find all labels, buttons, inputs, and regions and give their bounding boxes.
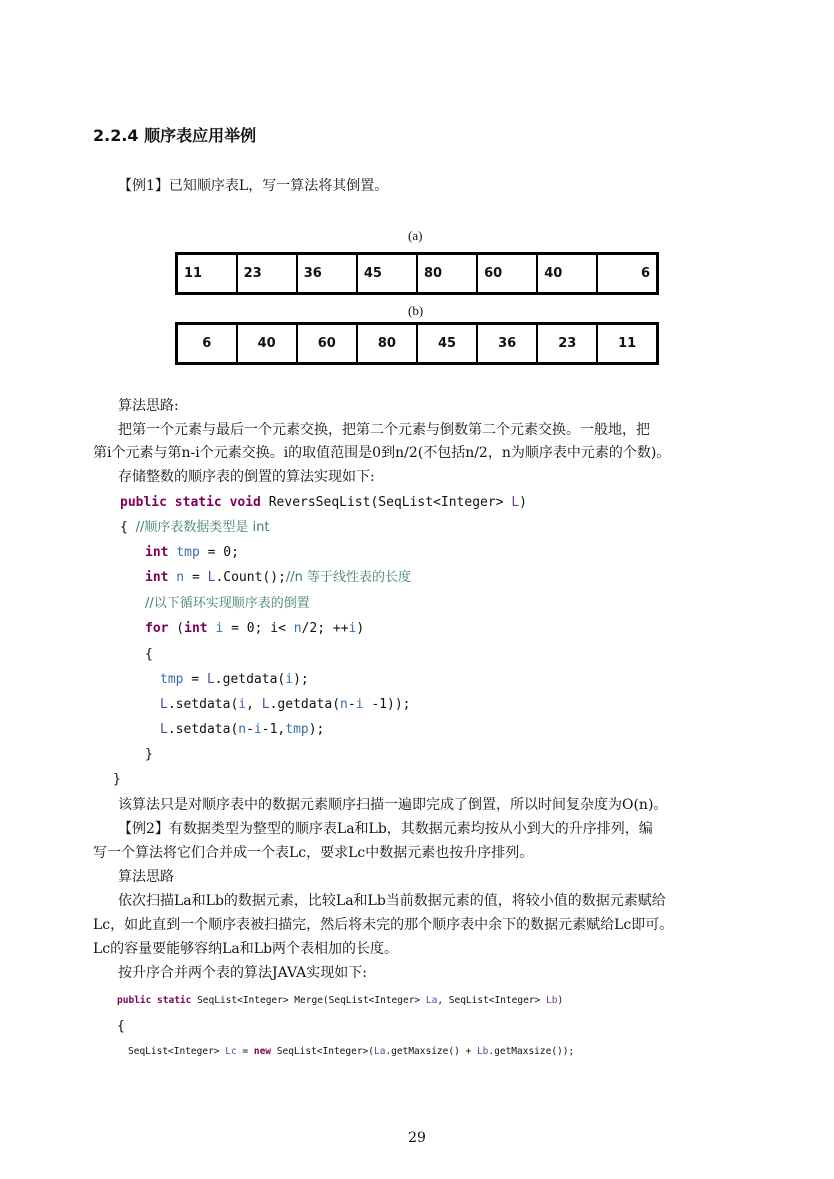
code-text: ) (356, 621, 365, 636)
code-param: La (373, 1046, 386, 1057)
code-variable: n (340, 697, 348, 712)
array-b-cell: 60 (297, 324, 357, 364)
code-param: Lb (476, 1046, 489, 1057)
code-text: - (347, 697, 356, 712)
array-a-cell: 80 (417, 254, 477, 294)
code-text: = (184, 570, 208, 585)
code-text: ReversSeqList(SeqList<Integer> (260, 495, 512, 510)
code-keyword: int (145, 545, 169, 560)
code-keyword: int (145, 570, 169, 585)
complexity-text: 该算法只是对顺序表中的数据元素顺序扫描一遍即完成了倒置，所以时间复杂度为O(n)。 (118, 797, 668, 813)
code-text: = 0; i< (223, 621, 294, 636)
code-comment: //以下循环实现顺序表的倒置 (145, 596, 310, 611)
code-keyword: int (184, 621, 208, 636)
code1-line7: { (145, 647, 153, 662)
code1-line8 (160, 670, 309, 690)
idea-text-2-line1: 依次扫描La和Lb的数据元素，比较La和Lb当前数据元素的值，将较小值的数据元素赋给 (118, 893, 666, 909)
array-b-cell: 11 (597, 324, 657, 364)
code-text: ); (308, 722, 325, 737)
impl-intro-2: 按升序合并两个表的算法JAVA实现如下: (118, 965, 368, 981)
code-param: L (511, 495, 520, 510)
example-2-line1: 【例2】有数据类型为整型的顺序表La和Lb，其数据元素均按从小到大的升序排列，编 (118, 821, 653, 837)
code-keyword: public static void (120, 495, 261, 510)
code-text: = 0; (199, 545, 239, 560)
code1-line5 (145, 594, 310, 614)
example-1-text: 【例1】已知顺序表L，写一算法将其倒置。 (118, 178, 389, 194)
code1-line6 (145, 619, 364, 639)
code-variable: i (207, 621, 224, 636)
code1-line4 (145, 568, 411, 588)
array-b-cell: 40 (237, 324, 297, 364)
code-variable: i (285, 672, 294, 687)
code-text: ); (293, 672, 309, 687)
code-text: /2; ++ (301, 621, 349, 636)
code-text: .getMaxsize()); (488, 1046, 575, 1057)
code1-line12: } (113, 772, 121, 787)
code-text: ) (519, 495, 527, 510)
code-variable: n (293, 621, 302, 636)
array-b (175, 322, 659, 365)
code-text: .getdata( (269, 697, 341, 712)
code-variable: n (238, 722, 247, 737)
array-a-cell: 23 (237, 254, 297, 294)
array-a (175, 252, 659, 295)
code-comment: //n 等于线性表的长度 (285, 570, 412, 585)
code-param: La (425, 995, 438, 1006)
code-variable: n (168, 570, 185, 585)
code-param: L (160, 697, 168, 712)
code-text: , SeqList<Integer> (437, 995, 546, 1006)
idea-text-1-line1: 把第一个元素与最后一个元素交换，把第二个元素与倒数第二个元素交换。一般地，把 (118, 422, 650, 438)
code-text: .setdata( (167, 697, 239, 712)
code-keyword: for (145, 621, 169, 636)
array-b-cell: 6 (177, 324, 237, 364)
code-keyword: new (253, 1046, 272, 1057)
section-heading: 2.2.4 顺序表应用举例 (93, 126, 257, 145)
array-b-cell: 36 (477, 324, 537, 364)
code-variable: tmp (285, 722, 309, 737)
code-param: Lb (545, 995, 558, 1006)
code1-line11: } (145, 747, 153, 762)
code1-line2 (120, 518, 270, 538)
array-a-cell: 40 (537, 254, 597, 294)
code-text: = (183, 672, 207, 687)
code-text: - (246, 722, 254, 737)
code-variable: i (238, 697, 247, 712)
array-a-cell: 45 (357, 254, 417, 294)
code-text: = (236, 1046, 254, 1057)
code-text: SeqList<Integer> (128, 1046, 226, 1057)
code-text: ) (557, 995, 564, 1006)
code1-line1 (120, 493, 527, 513)
array-b-cell: 80 (357, 324, 417, 364)
impl-intro-1: 存储整数的顺序表的倒置的算法实现如下: (118, 469, 375, 485)
code-variable: i (348, 621, 357, 636)
array-a-cell: 11 (177, 254, 237, 294)
code-text: { (120, 520, 136, 535)
array-b-cell: 23 (537, 324, 597, 364)
code-text: ( (168, 621, 185, 636)
code-text: .getdata( (214, 672, 286, 687)
array-a-cell: 60 (477, 254, 537, 294)
idea-label-1: 算法思路: (118, 398, 179, 414)
array-a-cell: 6 (597, 254, 657, 294)
code-text: -1)); (363, 697, 411, 712)
code1-line10 (160, 720, 324, 740)
code-text: SeqList<Integer> Merge(SeqList<Integer> (191, 995, 426, 1006)
code-variable: i (355, 697, 364, 712)
code-variable: tmp (168, 545, 200, 560)
idea-text-1-line2: 第i个元素与第n-i个元素交换。i的取值范围是0到n/2(不包括n/2，n为顺序表中元素的个数)。 (93, 445, 671, 461)
code2-line2: { (117, 1019, 125, 1034)
code-param: L (206, 672, 215, 687)
code-keyword: public static (117, 995, 192, 1006)
caption-b: (b) (408, 303, 424, 318)
array-a-cell: 36 (297, 254, 357, 294)
code2-line1 (117, 993, 563, 1009)
code-param: L (207, 570, 216, 585)
page-number: 29 (408, 1130, 426, 1146)
idea-text-2-line2: Lc，如此直到一个顺序表被扫描完，然后将未完的那个顺序表中余下的数据元素赋给Lc即可。 (93, 917, 674, 933)
idea-text-2-line3: Lc的容量要能够容纳La和Lb两个表相加的长度。 (93, 941, 399, 957)
code-text: SeqList<Integer>( (271, 1046, 374, 1057)
code-variable: Lc (225, 1046, 237, 1057)
code-variable: i (253, 722, 262, 737)
idea-label-2: 算法思路 (118, 869, 174, 885)
code-text: .Count(); (215, 570, 286, 585)
code-variable: tmp (160, 672, 184, 687)
code2-line3 (128, 1044, 574, 1060)
code-param: L (261, 697, 270, 712)
code-text: -1, (261, 722, 286, 737)
code-text: , (246, 697, 262, 712)
code-text: .setdata( (167, 722, 239, 737)
code1-line3 (145, 543, 239, 563)
example-2-line2: 写一个算法将它们合并成一个表Lc，要求Lc中数据元素也按升序排列。 (93, 845, 534, 861)
code1-line9 (160, 695, 411, 715)
code-comment: //顺序表数据类型是 int (135, 520, 270, 535)
code-param: L (160, 722, 168, 737)
code-text: .getMaxsize() + (385, 1046, 477, 1057)
array-b-cell: 45 (417, 324, 477, 364)
caption-a: (a) (408, 228, 423, 243)
